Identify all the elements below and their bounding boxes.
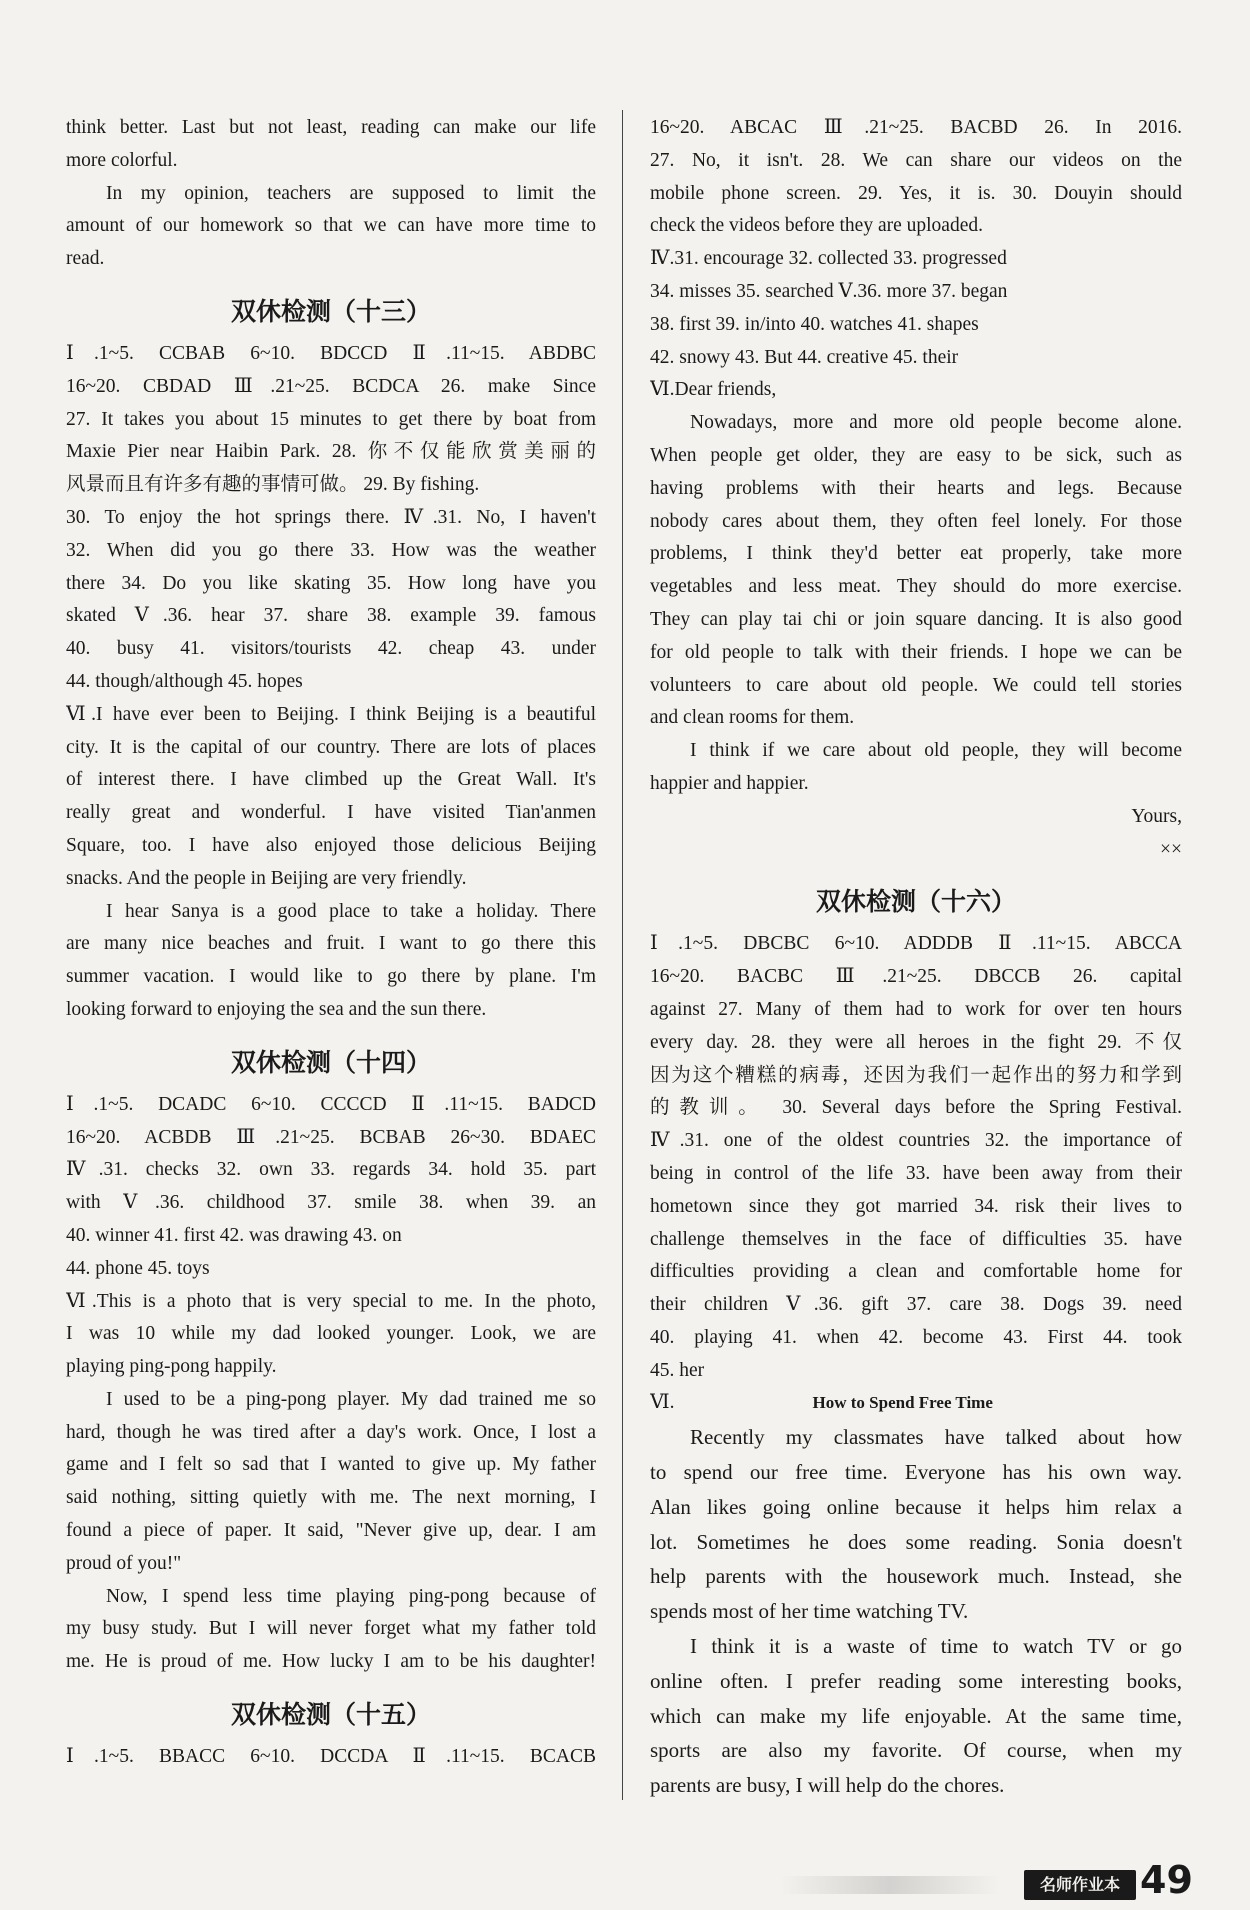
essay-line: parents are busy, I will help do the chores. [650,1773,1005,1798]
answer-line: there 34. Do you like skating 35. How long have you [66,572,596,594]
essay-line: which can make my life enjoyable. At the same time, [650,1703,1182,1728]
answer-line: 27. It takes you about 15 minutes to get there by boat from [66,408,596,430]
answer-line: Maxie Pier near Haibin Park. 28. 你不仅能欣赏美丽的 [66,441,596,463]
brand-badge: 名师作业本 [1024,1870,1136,1900]
essay-heading-line [650,1387,1182,1420]
essay-line: found a piece of paper. It said, "Never give up, dear. I am [66,1520,596,1542]
essay-line: I was 10 while my dad looked younger. Look, we are [66,1323,596,1345]
answer-line: 44. though/although 45. hopes [66,670,303,692]
answer-line: against 27. Many of them had to work for over ten hours [650,998,1182,1020]
essay-line: I hear Sanya is a good place to take a holiday. There [106,900,596,922]
answer-line: Ⅳ.31. checks 32. own 33. regards 34. hold 35. part [66,1159,596,1181]
text-line: more colorful. [66,149,178,171]
answer-line: Ⅰ.1~5. DCADC 6~10. CCCCD Ⅱ.11~15. BADCD [66,1093,596,1115]
letter-closing: Yours, [1131,805,1182,827]
answer-line: Ⅳ.31. encourage 32. collected 33. progressed [650,248,1007,270]
essay-line: Ⅵ.This is a photo that is very special to me. In the photo, [66,1290,596,1312]
answer-line: check the videos before they are uploaded. [650,215,983,237]
essay-line: really great and wonderful. I have visited Tian'anmen [66,802,596,824]
essay-line: game and I felt so sad that I wanted to give up. My father [66,1454,596,1476]
essay-label: Ⅵ. [650,1392,675,1414]
answer-line: difficulties providing a clean and comfortable home for [650,1261,1182,1283]
essay-line: volunteers to care about old people. We could tell stories [650,674,1182,696]
answer-line: 40. playing 41. when 42. become 43. First 44. took [650,1326,1182,1348]
essay-line: help parents with the housework much. Instead, she [650,1564,1182,1589]
essay-line: for old people to talk with their friends. I hope we can be [650,641,1182,663]
essay-line: Recently my classmates have talked about how [690,1425,1182,1450]
answer-line: 42. snowy 43. But 44. creative 45. their [650,346,959,368]
answer-line: 16~20. BACBC Ⅲ.21~25. DBCCB 26. capital [650,966,1182,988]
essay-line: Square, too. I have also enjoyed those delicious Beijing [66,834,596,856]
text-line: amount of our homework so that we can have more time to [66,215,596,237]
essay-line: When people get older, they are easy to be sick, such as [650,444,1182,466]
print-smudge [780,1876,1000,1894]
answer-line: 40. busy 41. visitors/tourists 42. cheap 43. under [66,638,596,660]
essay-line: spends most of her time watching TV. [650,1599,969,1624]
essay-line: nobody cares about them, they often feel lonely. For those [650,510,1182,532]
answer-line: 16~20. ABCAC Ⅲ.21~25. BACBD 26. In 2016. [650,117,1182,138]
answer-line: 32. When did you go there 33. How was the weather [66,539,596,561]
answer-line: hometown since they got married 34. risk their lives to [650,1195,1182,1217]
answer-line: 27. No, it isn't. 28. We can share our videos on the [650,149,1182,171]
answer-line: 38. first 39. in/into 40. watches 41. shapes [650,313,979,335]
answer-line: 44. phone 45. toys [66,1257,210,1279]
essay-line: snacks. And the people in Beijing are very friendly. [66,867,467,889]
page-number: 49 [1140,1858,1193,1902]
answer-line: 风景而且有许多有趣的事情可做。 29. By fishing. [66,474,480,496]
answer-line: every day. 28. they were all heroes in the fight 29. 不仅 [650,1031,1182,1053]
essay-line: playing ping-pong happily. [66,1356,277,1378]
text-line: read. [66,248,105,270]
answer-line: skated Ⅴ.36. hear 37. share 38. example 39. famous [66,605,596,627]
column-divider [622,110,623,1800]
essay-line: are many nice beaches and fruit. I want to go there this [66,933,596,955]
essay-line: hard, though he was tired after a day's work. Once, I lost a [66,1421,596,1443]
essay-line: my busy study. But I will never forget what my father told [66,1618,596,1640]
answer-line: their children Ⅴ.36. gift 37. care 38. Dogs 39. need [650,1294,1182,1316]
answer-line: 30. To enjoy the hot springs there. Ⅳ.31. No, I haven't [66,506,596,528]
essay-line: summer vacation. I would like to go there by plane. I'm [66,966,596,988]
answer-line: 16~20. ACBDB Ⅲ.21~25. BCBAB 26~30. BDAEC [66,1126,596,1148]
essay-title: How to Spend Free Time [812,1393,993,1413]
essay-line: Ⅵ.I have ever been to Beijing. I think Beijing is a beautiful [66,703,596,725]
answer-line: 因为这个糟糕的病毒，还因为我们一起作出的努力和学到 [650,1064,1182,1086]
essay-line: city. It is the capital of our country. There are lots of places [66,736,596,758]
letter-greeting: Ⅵ.Dear friends, [650,379,777,401]
essay-line: and clean rooms for them. [650,707,855,729]
essay-line: happier and happier. [650,772,809,794]
essay-line: I used to be a ping-pong player. My dad trained me so [106,1388,596,1410]
section-title-14: 双休检测（十四） [230,1047,431,1077]
essay-line: proud of you!" [66,1552,182,1574]
answer-line: 45. her [650,1359,705,1381]
essay-line: I think it is a waste of time to watch TV or go [690,1634,1182,1659]
essay-line: Alan likes going online because it helps him relax a [650,1494,1182,1519]
section-title-13: 双休检测（十三） [230,296,431,326]
answer-line: 的教训。 30. Several days before the Spring Festival. [650,1097,1182,1119]
essay-line: I think if we care about old people, they will become [690,740,1182,762]
answer-line: Ⅰ.1~5. BBACC 6~10. DCCDA Ⅱ.11~15. BCACB [66,1746,596,1768]
essay-line: said nothing, sitting quietly with me. The next morning, I [66,1487,596,1509]
essay-line: Nowadays, more and more old people become alone. [690,412,1182,434]
answer-line: with Ⅴ.36. childhood 37. smile 38. when 39. an [66,1192,596,1214]
answer-line: 34. misses 35. searched Ⅴ.36. more 37. began [650,280,1008,302]
answer-line: Ⅰ.1~5. CCBAB 6~10. BDCCD Ⅱ.11~15. ABDBC [66,342,596,364]
essay-line: Now, I spend less time playing ping-pong because of [106,1585,596,1607]
essay-line: me. He is proud of me. How lucky I am to be his daughter! [66,1651,596,1673]
letter-signature: ×× [1160,838,1182,860]
right-column [650,112,1182,1803]
answer-line: 16~20. CBDAD Ⅲ.21~25. BCDCA 26. make Since [66,375,596,397]
answer-line: challenge themselves in the face of difficulties 35. have [650,1228,1182,1250]
left-column [66,112,596,1774]
section-title-15: 双休检测（十五） [230,1700,431,1730]
section-title-16: 双休检测（十六） [815,887,1016,917]
essay-line: looking forward to enjoying the sea and the sun there. [66,998,487,1020]
essay-line: having problems with their hearts and legs. Because [650,477,1182,499]
essay-line: sports are also my favorite. Of course, when my [650,1738,1182,1763]
essay-line: of interest there. I have climbed up the Great Wall. It's [66,769,596,791]
essay-line: problems, I think they'd better eat properly, take more [650,543,1182,565]
essay-line: to spend our free time. Everyone has his own way. [650,1460,1182,1485]
essay-line: vegetables and less meat. They should do more exercise. [650,576,1182,598]
answer-line: Ⅳ.31. one of the oldest countries 32. the importance of [650,1130,1182,1152]
essay-line: They can play tai chi or join square dancing. It is also good [650,608,1182,630]
answer-line: 40. winner 41. first 42. was drawing 43. on [66,1224,402,1246]
text-line: think better. Last but not least, reading can make our life [66,117,596,138]
answer-line: being in control of the life 33. have been away from their [650,1162,1182,1184]
essay-line: lot. Sometimes he does some reading. Sonia doesn't [650,1529,1182,1554]
essay-line: online often. I prefer reading some interesting books, [650,1668,1182,1693]
answer-line: Ⅰ.1~5. DBCBC 6~10. ADDDB Ⅱ.11~15. ABCCA [650,933,1182,955]
text-line: In my opinion, teachers are supposed to limit the [106,182,596,204]
answer-line: mobile phone screen. 29. Yes, it is. 30. Douyin should [650,182,1182,204]
